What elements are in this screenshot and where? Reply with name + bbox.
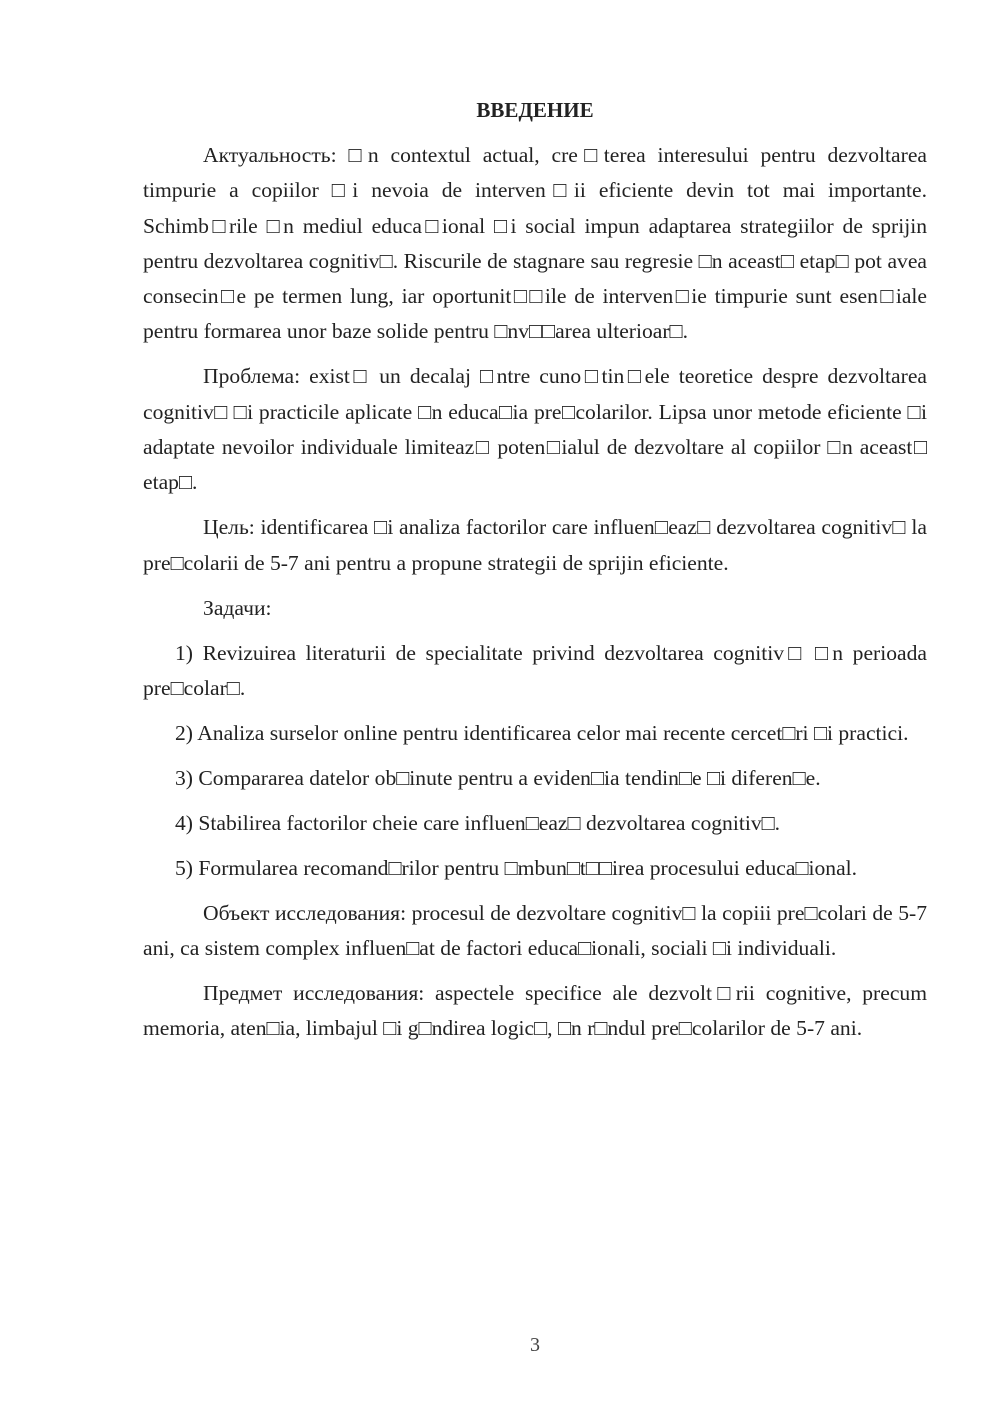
- page-number: 3: [530, 1334, 540, 1356]
- tasks-heading: Задачи:: [203, 595, 272, 620]
- actuality-paragraph: Актуальность: □n contextul actual, cre□terea interesului pentru dezvoltarea timpurie a copiilor □i nevoia de interven□ii eficiente devin tot mai importante. Schimb□rile □n mediul educa□ional □i social impun adaptarea strategiilor de sprijin pentru dezvoltarea cognitiv□. Riscurile de stagnare sau regresie □n aceast□ etap□ pot avea consecin□e pe termen lung, iar oportunit□□ile de interven□ie timpurie sunt esen□iale pentru formarea unor baze solide pentru □nv□□area ulterioar□.: [143, 143, 927, 344]
- task-item: 5) Formularea recomand□rilor pentru □mbun□t□□irea procesului educa□ional.: [175, 855, 858, 880]
- task-item: 2) Analiza surselor online pentru identificarea celor mai recente cercet□ri □i practici.: [175, 720, 909, 745]
- problem-paragraph: Проблема: exist□ un decalaj □ntre cuno□tin□ele teoretice despre dezvoltarea cognitiv□ □i practicile aplicate □n educa□ia pre□colarilor. Lipsa unor metode eficiente □i adaptate nevoilor individuale limiteaz□ poten□ialul de dezvoltare al copiilor □n aceast□ etap□.: [143, 364, 927, 495]
- document-page: [143, 94, 927, 1056]
- goal-paragraph: Цель: identificarea □i analiza factorilor care influen□eaz□ dezvoltarea cognitiv□ la pre□colarii de 5-7 ani pentru a propune strategii de sprijin eficiente.: [143, 515, 927, 575]
- task-item: 1) Revizuirea literaturii de specialitate privind dezvoltarea cognitiv□ □n perioada pre□colar□.: [143, 640, 927, 700]
- task-item: 3) Compararea datelor ob□inute pentru a eviden□ia tendin□e □i diferen□e.: [175, 765, 821, 790]
- object-paragraph: Объект исследования: procesul de dezvoltare cognitiv□ la copiii pre□colari de 5-7 ani, ca sistem complex influen□at de factori educa□ionali, sociali □i individuali.: [143, 900, 927, 961]
- subject-paragraph: Предмет исследования: aspectele specifice ale dezvolt□rii cognitive, precum memoria, aten□ia, limbajul □i g□ndirea logic□, □n r□ndul pre□colarilor de 5-7 ani.: [143, 981, 927, 1041]
- section-title: ВВЕДЕНИЕ: [476, 98, 594, 122]
- task-item: 4) Stabilirea factorilor cheie care influen□eaz□ dezvoltarea cognitiv□.: [175, 810, 781, 835]
